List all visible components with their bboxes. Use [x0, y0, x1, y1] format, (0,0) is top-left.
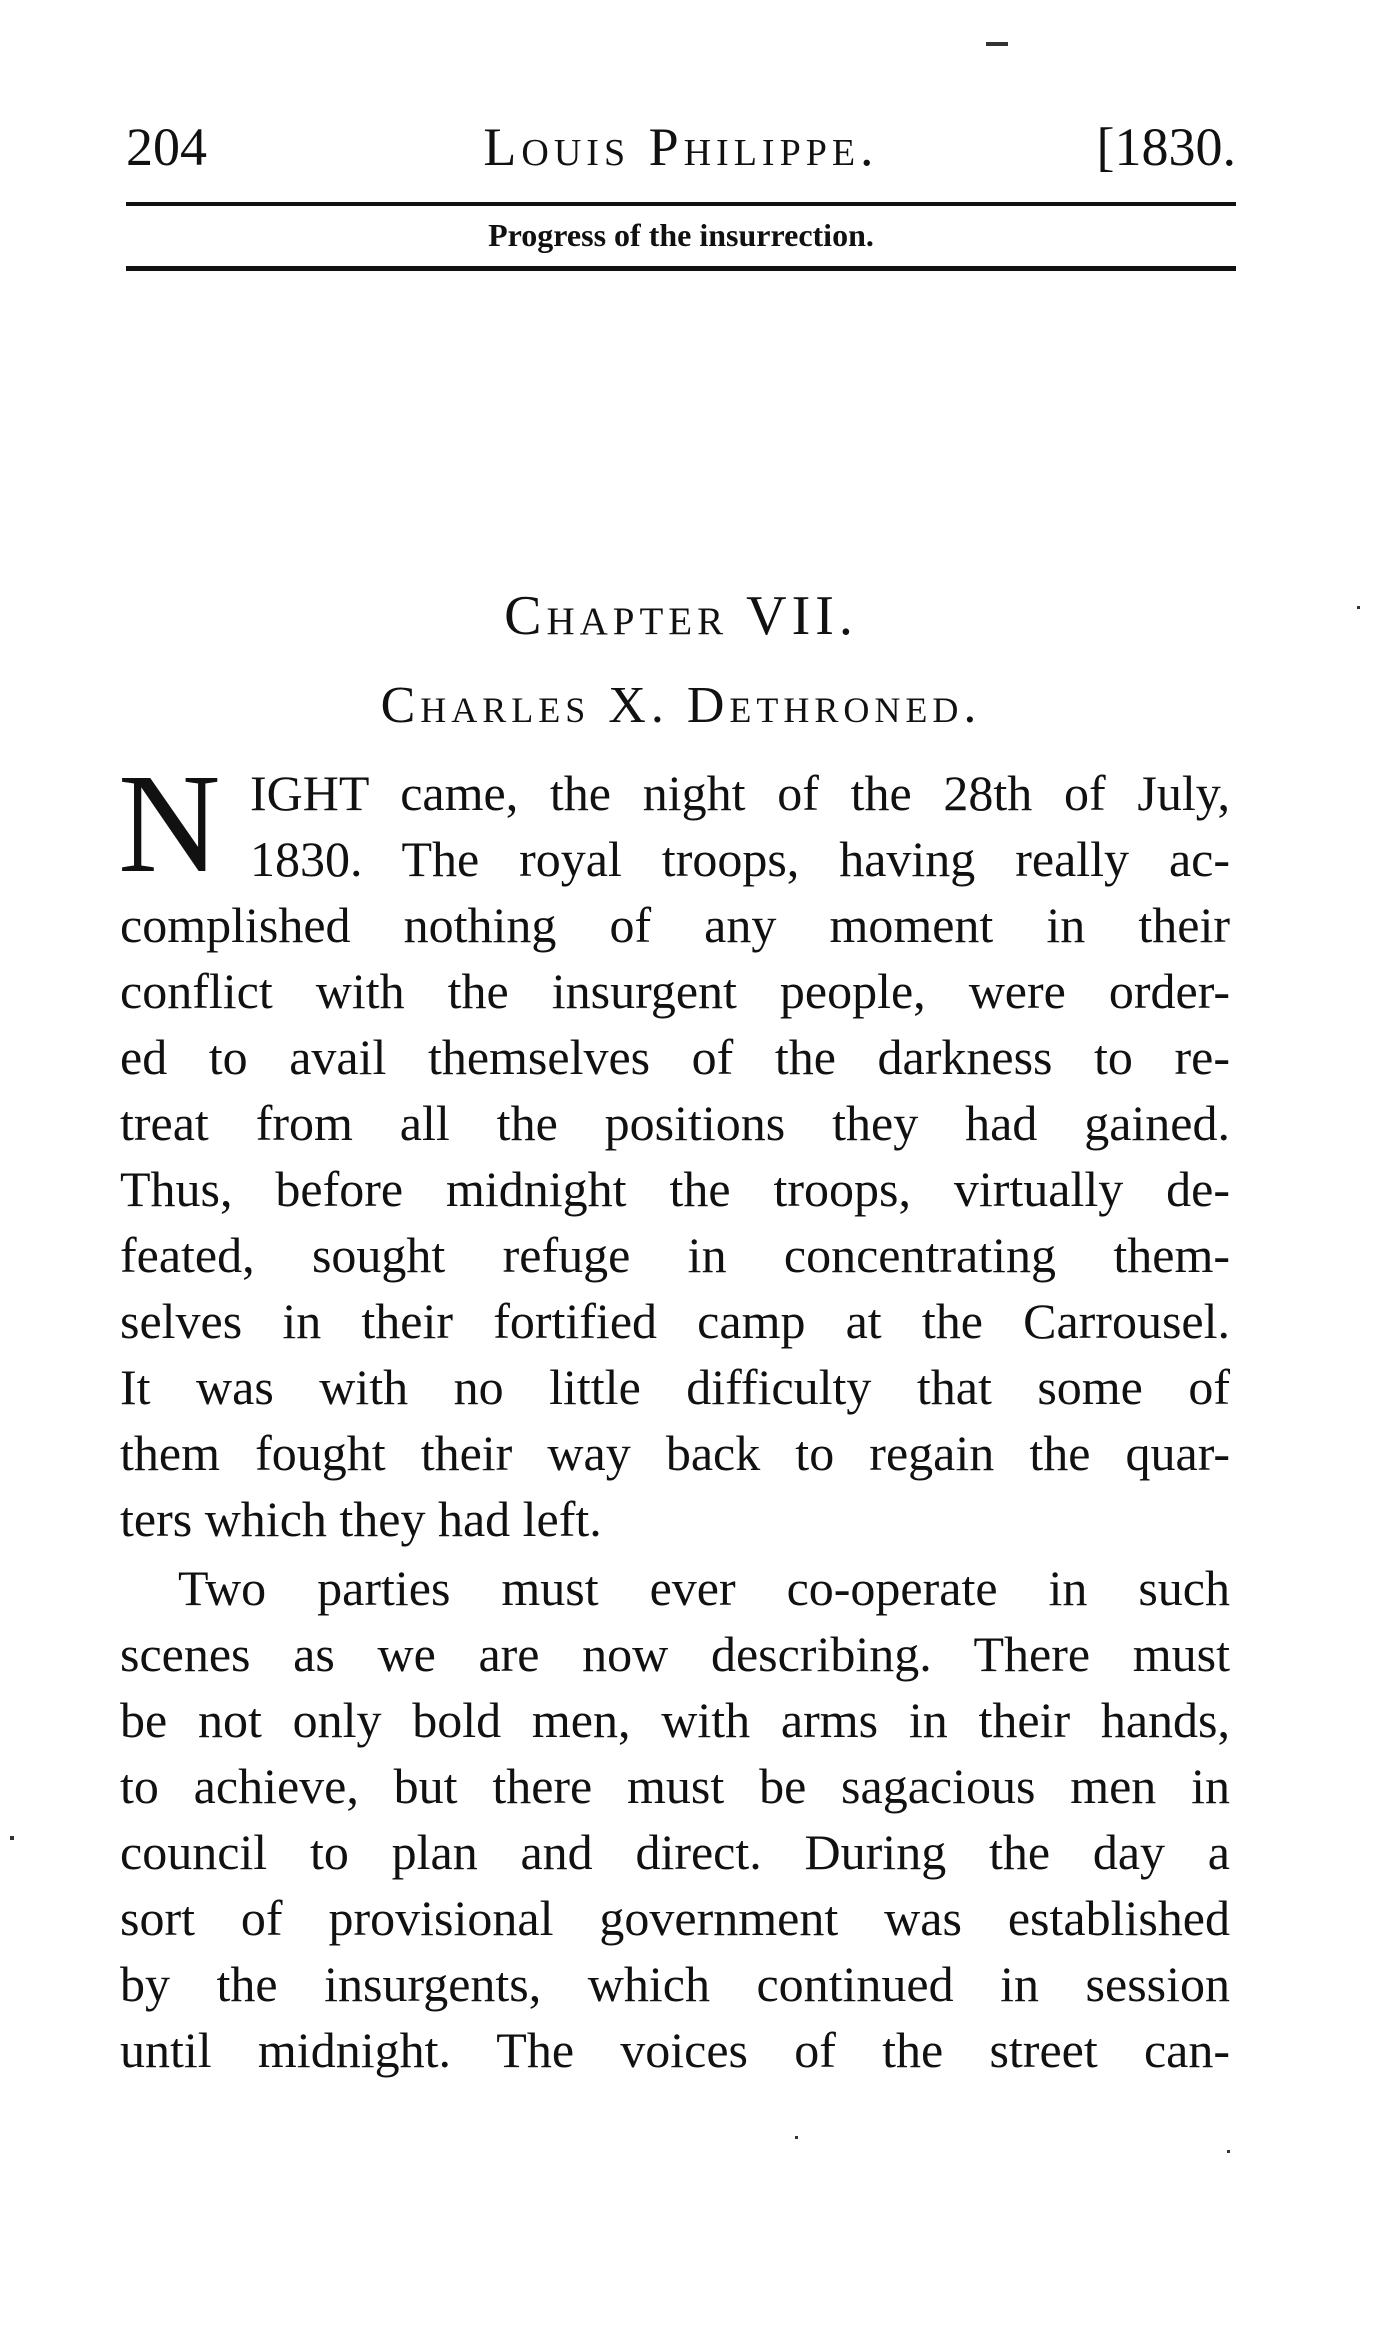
- page-number: 204: [126, 117, 207, 177]
- print-speck: [1227, 2150, 1230, 2153]
- header-rule-bottom: [126, 266, 1236, 271]
- running-title: Louis Philippe.: [483, 117, 879, 177]
- paragraph-line: to achieve, but there must be sagacious men in: [120, 1758, 1230, 1814]
- print-speck: [986, 42, 1008, 46]
- print-speck: [1357, 606, 1360, 609]
- paragraph-line: conflict with the insurgent people, were order-: [120, 963, 1230, 1019]
- paragraph-line: It was with no little difficulty that some of: [120, 1359, 1230, 1415]
- header-year: [1830.: [1096, 117, 1236, 177]
- paragraph-1: [120, 760, 1245, 1560]
- paragraph-line: them fought their way back to regain the quar-: [120, 1425, 1230, 1481]
- paragraph-line: ed to avail themselves of the darkness to re-: [120, 1029, 1230, 1085]
- drop-cap: N: [118, 744, 221, 902]
- running-header: [126, 112, 1236, 182]
- paragraph-line: by the insurgents, which continued in session: [120, 1956, 1230, 2012]
- header-rule-top: [126, 202, 1236, 206]
- paragraph-line: complished nothing of any moment in their: [120, 897, 1230, 953]
- paragraph-line: ters which they had left.: [120, 1491, 602, 1547]
- paragraph-line: council to plan and direct. During the day a: [120, 1824, 1230, 1880]
- paragraph-line: selves in their fortified camp at the Carrousel.: [120, 1293, 1230, 1349]
- paragraph-line: treat from all the positions they had gained.: [120, 1095, 1230, 1151]
- paragraph-line: sort of provisional government was established: [120, 1890, 1230, 1946]
- print-speck: [10, 1836, 14, 1840]
- print-speck: [795, 2136, 798, 2139]
- paragraph-line: be not only bold men, with arms in their hands,: [120, 1692, 1230, 1748]
- paragraph-line: IGHT came, the night of the 28th of July,: [250, 765, 1230, 821]
- paragraph-line: until midnight. The voices of the street can-: [120, 2022, 1230, 2078]
- paragraph-line: Two parties must ever co-operate in such: [178, 1560, 1230, 1616]
- paragraph-line: 1830. The royal troops, having really ac-: [250, 831, 1230, 887]
- section-note: Progress of the insurrection.: [488, 217, 874, 253]
- chapter-subtitle: Charles X. Dethroned.: [380, 677, 982, 734]
- paragraph-line: Thus, before midnight the troops, virtually de-: [120, 1161, 1230, 1217]
- paragraph-2: [120, 1555, 1245, 2095]
- paragraph-line: scenes as we are now describing. There must: [120, 1626, 1230, 1682]
- paragraph-line: feated, sought refuge in concentrating them-: [120, 1227, 1230, 1283]
- chapter-title: Chapter VII.: [504, 585, 858, 647]
